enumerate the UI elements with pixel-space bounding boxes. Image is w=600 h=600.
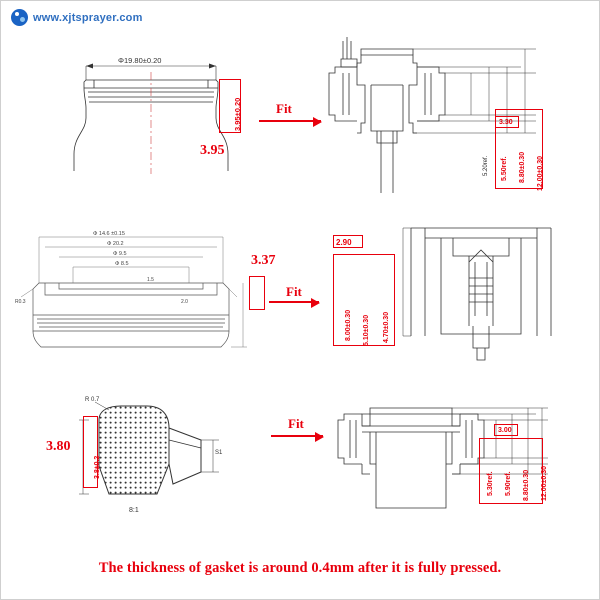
fit-label-3: Fit: [288, 416, 304, 431]
bottomright-dim-300: 3.00: [498, 427, 512, 434]
circles-logo-icon: [11, 9, 28, 26]
topright-dim-520: 5.20ref.: [483, 155, 489, 176]
bottomleft-value: 3.80: [46, 439, 71, 454]
bottomright-dim-1200: 12.00±0.30: [541, 466, 548, 501]
valve-section-drawing: [401, 216, 561, 366]
svg-text:Φ 8.5: Φ 8.5: [115, 261, 129, 267]
fit-arrow-3: [271, 435, 323, 437]
topright-dim-group-box: [495, 109, 543, 189]
svg-text:Φ 14.6 ±0.15: Φ 14.6 ±0.15: [93, 231, 125, 237]
brand-url: www.xjtsprayer.com: [33, 11, 143, 24]
topleft-value: 3.95: [200, 143, 225, 158]
bottomright-dim-590: 5.90ref.: [505, 471, 512, 496]
top-left-diameter-label: Φ19.80±0.20: [118, 56, 162, 65]
bottomright-dim-530: 5.30ref.: [487, 471, 494, 496]
svg-text:Φ 9.5: Φ 9.5: [113, 251, 127, 257]
midleft-dim-box: [249, 276, 265, 310]
fit-label-2: Fit: [286, 284, 302, 299]
site-brand: [11, 9, 143, 26]
bottomright-dim-880: 8.80±0.30: [523, 469, 530, 501]
svg-text:8:1: 8:1: [129, 507, 139, 514]
fit-arrow-2: [269, 301, 319, 303]
bottomleft-dim-label: 3.8±0.2: [94, 455, 101, 479]
svg-text:R 0.7: R 0.7: [85, 397, 100, 403]
fit-arrow-1: [259, 120, 321, 122]
topright-dim-880: 8.80±0.30: [519, 151, 526, 183]
svg-text:Φ 20.2: Φ 20.2: [107, 241, 124, 247]
svg-text:1.5: 1.5: [147, 277, 154, 283]
svg-text:2.0: 2.0: [181, 299, 188, 305]
topright-dim-1200: 12.00±0.30: [537, 156, 544, 191]
midright-dim-510: 5.10±0.30: [363, 314, 370, 346]
svg-text:S1: S1: [215, 450, 223, 456]
svg-text:R0.3: R0.3: [15, 299, 26, 305]
closure-section-drawing: [15, 223, 255, 363]
topleft-height-dim-label: 3.95±0.20: [233, 97, 242, 131]
footer-note: The thickness of gasket is around 0.4mm after it is fully pressed.: [98, 560, 502, 576]
bottomright-dim-300-box: [494, 424, 518, 436]
topright-dim-330: 3.30: [499, 119, 513, 126]
midleft-value: 3.37: [251, 253, 276, 268]
midright-dim-800: 8.00±0.30: [345, 309, 352, 341]
midright-dim-470: 4.70±0.30: [383, 311, 390, 343]
fit-label-1: Fit: [276, 101, 292, 116]
midright-dim-290: 2.90: [336, 238, 352, 247]
topright-dim-550: 5.50ref.: [501, 156, 508, 181]
